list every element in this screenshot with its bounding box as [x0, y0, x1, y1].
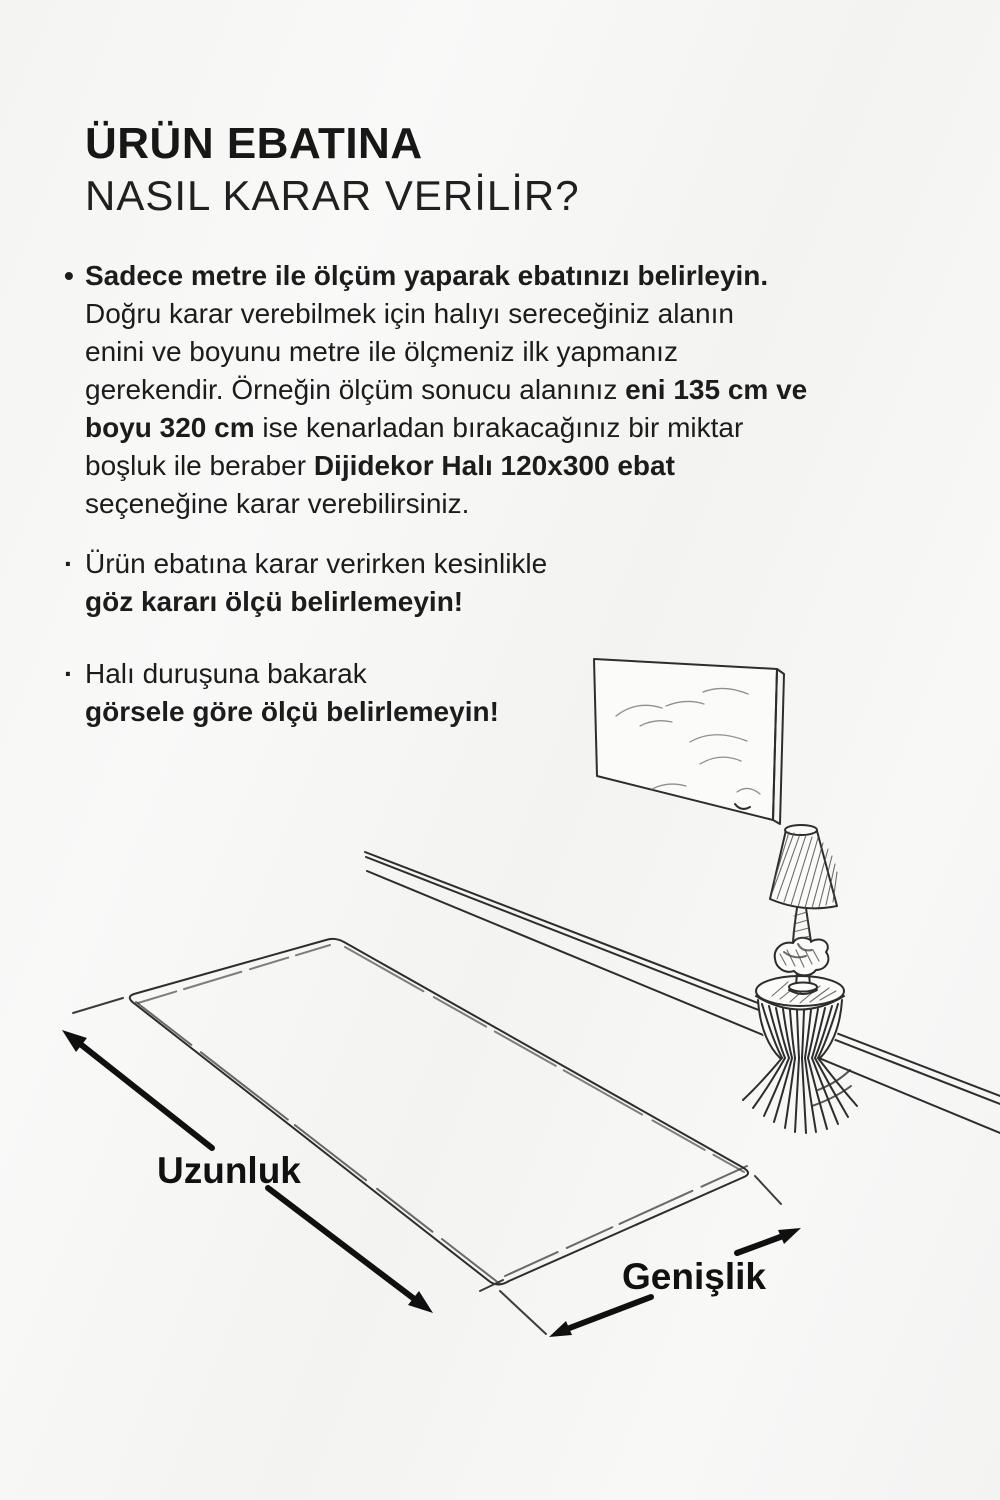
table-lamp: [770, 825, 837, 994]
width-label: Genişlik: [622, 1256, 766, 1297]
paragraph-line: boyu 320 cm ise kenarladan bırakacağınız bir miktar: [85, 412, 744, 443]
rug-sketch: [130, 939, 748, 1285]
paragraph-line: Sadece metre ile ölçüm yaparak ebatınızı belirleyin.: [85, 260, 769, 291]
length-dimension-arrow: [62, 1030, 433, 1313]
paragraph-line: Ürün ebatına karar verirken kesinlikle: [85, 548, 548, 579]
width-dimension-arrow: [549, 1228, 801, 1337]
bullet-dot: ·: [64, 658, 74, 689]
baseboard-line: [365, 852, 1000, 1133]
wall-picture-frame: [594, 659, 784, 824]
dimension-ticks: [73, 998, 781, 1334]
paragraph-line: göz kararı ölçü belirlemeyin!: [85, 586, 464, 617]
paragraph-line: görsele göre ölçü belirlemeyin!: [85, 696, 499, 727]
paragraph-line: enini ve boyunu metre ile ölçmeniz ilk yapmanız: [85, 336, 678, 367]
paragraph-line: Halı duruşuna bakarak: [85, 658, 367, 689]
bullet-dot: •: [64, 260, 74, 291]
paragraph-line: Doğru karar verebilmek için halıyı sereceğiniz alanın: [85, 298, 734, 329]
paragraph-line: seçeneğine karar verebilirsiniz.: [85, 488, 470, 519]
paragraph-line: boşluk ile beraber Dijidekor Halı 120x300 ebat: [85, 450, 675, 481]
paragraph-line: gerekendir. Örneğin ölçüm sonucu alanınız eni 135 cm ve: [85, 374, 808, 405]
page-title: [85, 118, 580, 222]
title-line-1: ÜRÜN EBATINA: [85, 119, 423, 168]
length-label: Uzunluk: [157, 1150, 301, 1191]
side-table: [743, 976, 857, 1133]
title-line-2: NASIL KARAR VERİLİR?: [85, 172, 580, 219]
bullet-dot: ·: [64, 548, 74, 579]
instruction-measure-paragraph: [64, 257, 808, 523]
instruction-no-eyeballing-paragraph: [64, 545, 548, 621]
instruction-no-visual-guess-paragraph: [64, 655, 499, 731]
